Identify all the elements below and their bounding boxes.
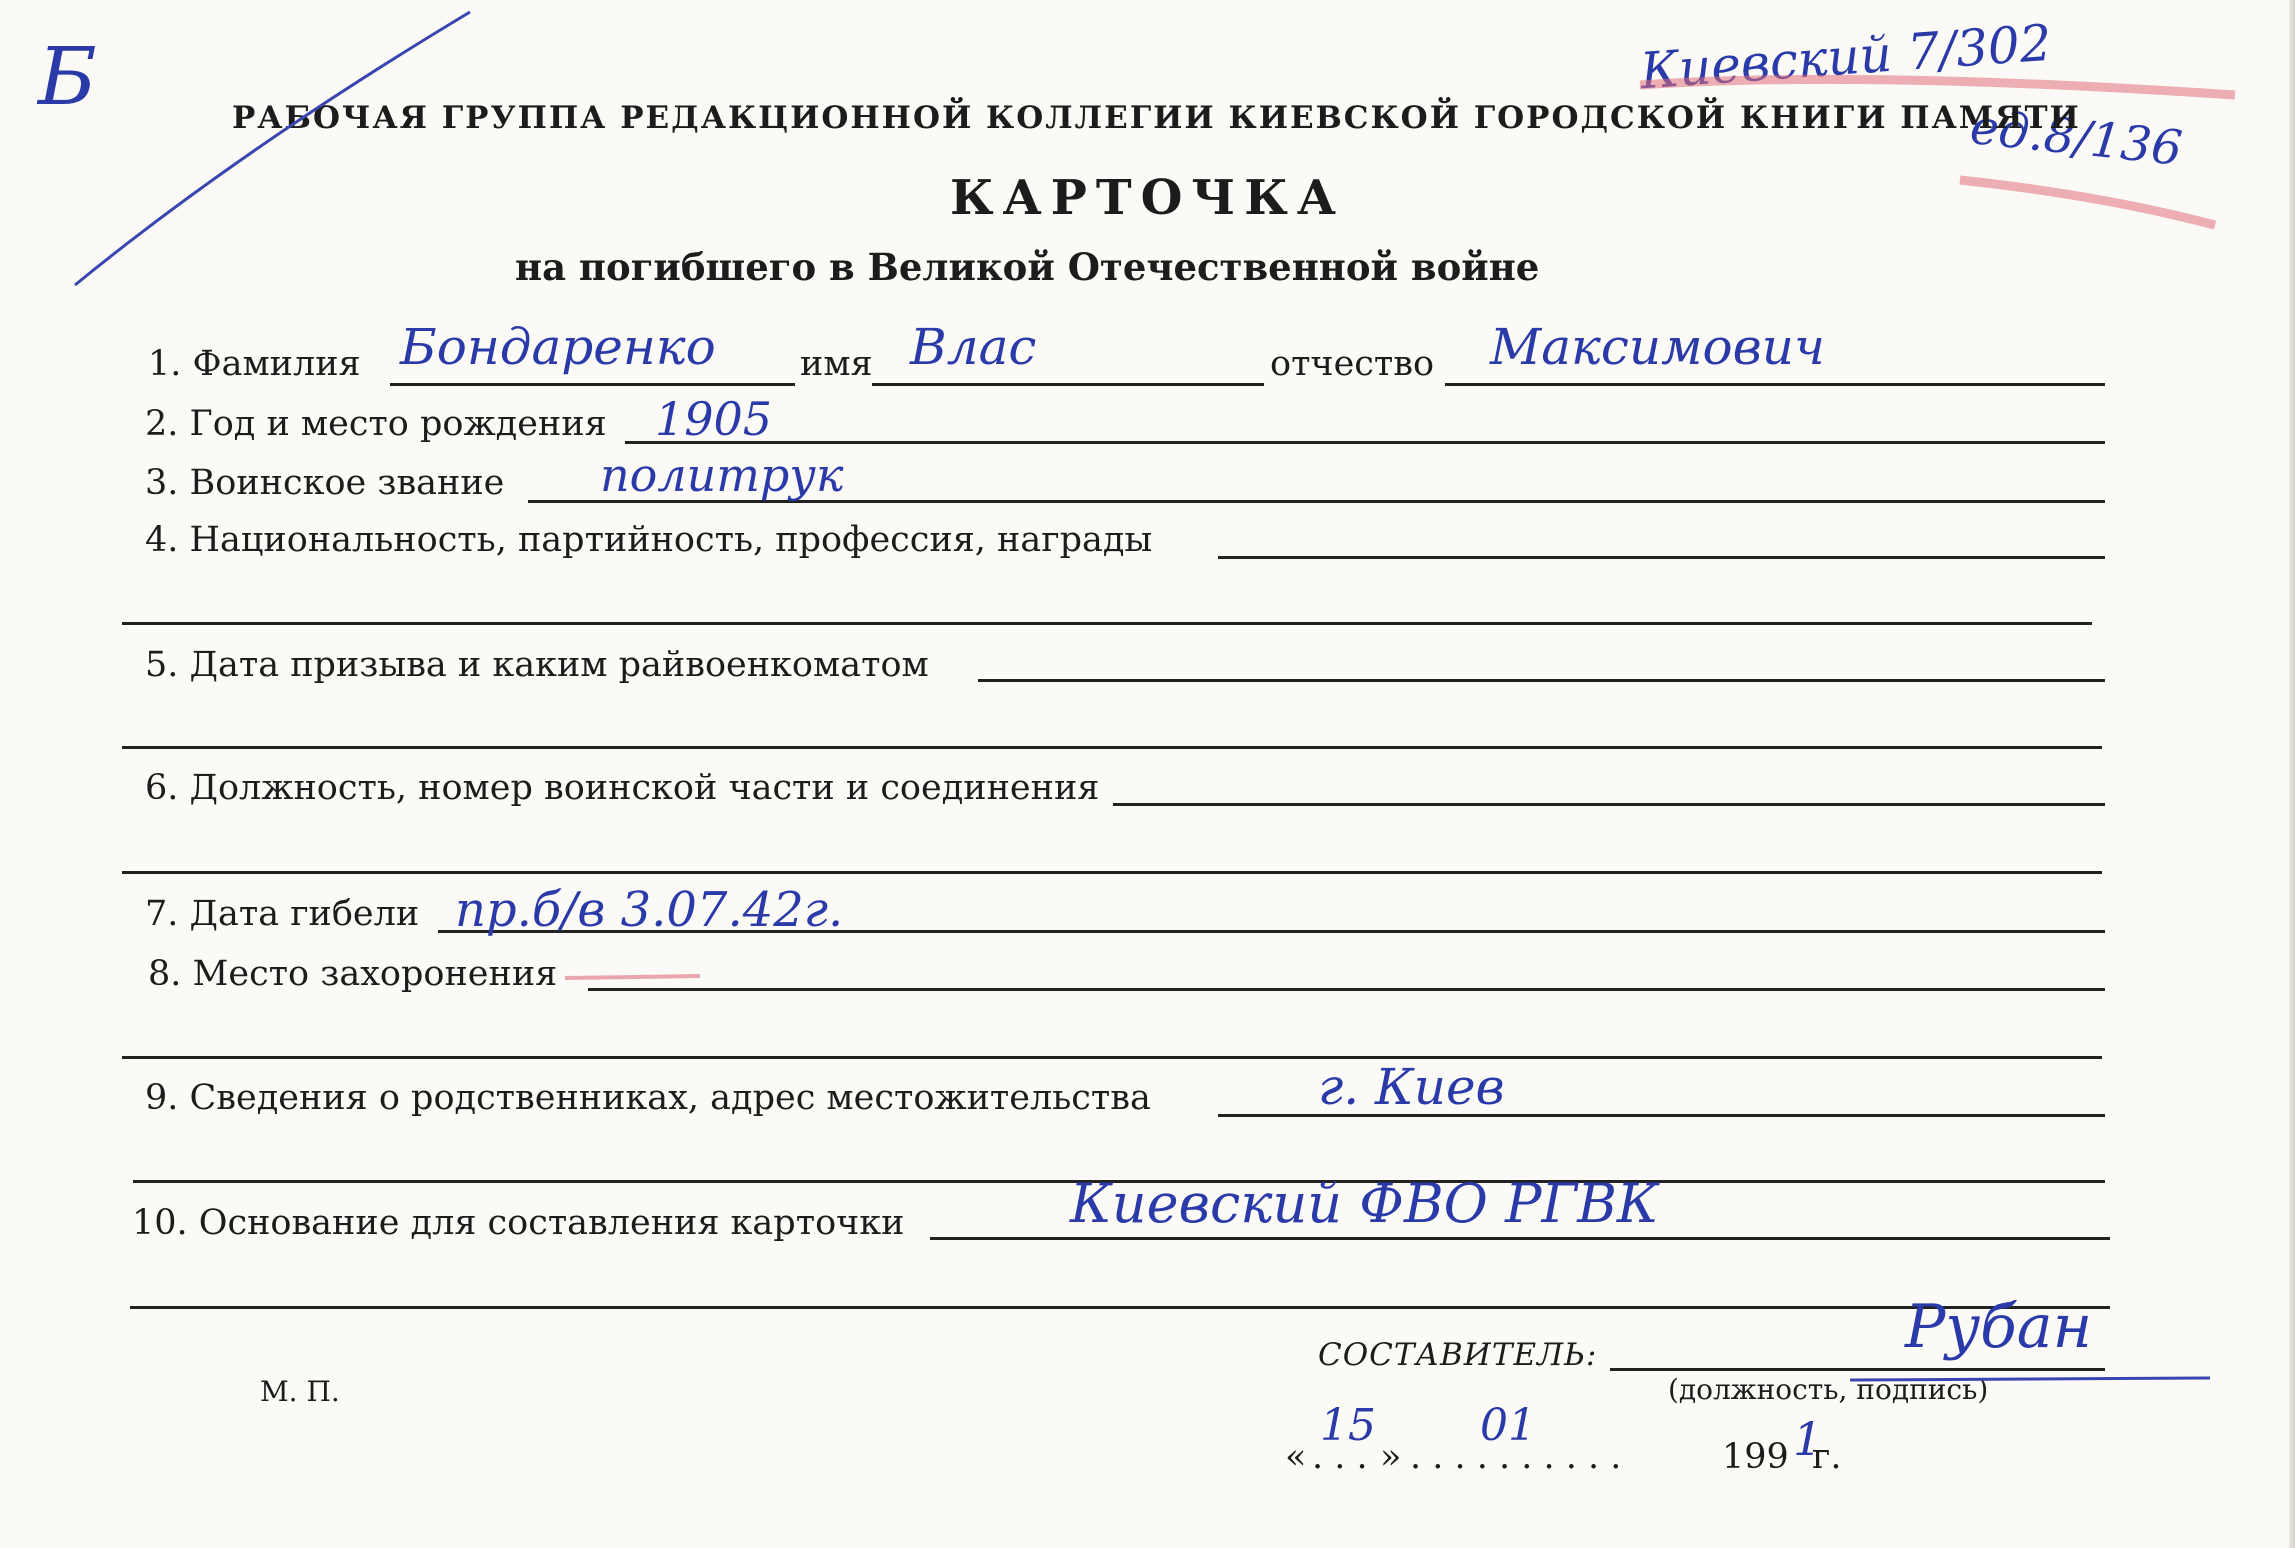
- archive-note-1: Киевский 7/302: [1638, 13, 2054, 101]
- rank-value: политрук: [600, 448, 844, 502]
- year-suffix: г.: [1812, 1437, 1842, 1477]
- rank-label: 3. Воинское звание: [145, 463, 505, 503]
- position-label: 6. Должность, номер воинской части и соединения: [145, 768, 1100, 808]
- corner-letter: Б: [38, 30, 97, 123]
- patronymic-value: Максимович: [1490, 318, 1826, 376]
- burial-label: 8. Место захоронения: [148, 954, 558, 994]
- card-subtitle: на погибшего в Великой Отечественной войне: [515, 245, 1540, 289]
- surname-value: Бондаренко: [400, 318, 716, 376]
- relatives-label: 9. Сведения о родственниках, адрес местожительства: [145, 1078, 1151, 1118]
- birth-value: 1905: [655, 392, 773, 446]
- composer-label: СОСТАВИТЕЛЬ:: [1318, 1337, 1598, 1373]
- seal-placeholder: М. П.: [260, 1375, 340, 1408]
- death-label: 7. Дата гибели: [145, 894, 420, 934]
- slash-stroke: [75, 12, 470, 285]
- red-mark-1: [1640, 79, 2235, 95]
- date-dots-2: . . . . . . . . . .: [1410, 1437, 1622, 1477]
- birth-label: 2. Год и место рождения: [145, 404, 607, 444]
- date-close-quote: »: [1380, 1437, 1402, 1477]
- name-value: Влас: [910, 318, 1037, 376]
- year-prefix: 199: [1722, 1437, 1789, 1477]
- basis-value: Киевский ФВО РГВК: [1070, 1172, 1659, 1235]
- draft-label: 5. Дата призыва и каким райвоенкоматом: [145, 645, 929, 685]
- organization-header: РАБОЧАЯ ГРУППА РЕДАКЦИОННОЙ КОЛЛЕГИИ КИЕВСКОЙ ГОРОДСКОЙ КНИГИ ПАМЯТИ: [232, 100, 2081, 136]
- surname-label: 1. Фамилия: [148, 344, 361, 384]
- composer-signature: Рубан: [1905, 1292, 2093, 1362]
- patronymic-label: отчество: [1270, 344, 1435, 384]
- date-day: 15: [1320, 1400, 1376, 1451]
- year-digit: 1: [1793, 1412, 1823, 1466]
- archive-note-2: ед.8/136: [1967, 99, 2185, 177]
- card-title: КАРТОЧКА: [950, 170, 1345, 226]
- name-label: имя: [800, 344, 873, 384]
- date-month: 01: [1480, 1400, 1536, 1451]
- relatives-value: г. Киев: [1318, 1058, 1505, 1116]
- death-value: пр.б/в 3.07.42г.: [455, 882, 844, 938]
- basis-label: 10. Основание для составления карточки: [132, 1203, 905, 1243]
- date-open-quote: «: [1285, 1437, 1307, 1477]
- red-mark-3: [565, 976, 700, 978]
- red-mark-2: [1960, 180, 2215, 225]
- signature-hint: (должность, подпись): [1668, 1373, 1989, 1406]
- signature-flourish: [1850, 1378, 2210, 1380]
- nationality-label: 4. Национальность, партийность, профессия, награды: [145, 520, 1153, 560]
- date-dots-1: . . .: [1312, 1437, 1368, 1477]
